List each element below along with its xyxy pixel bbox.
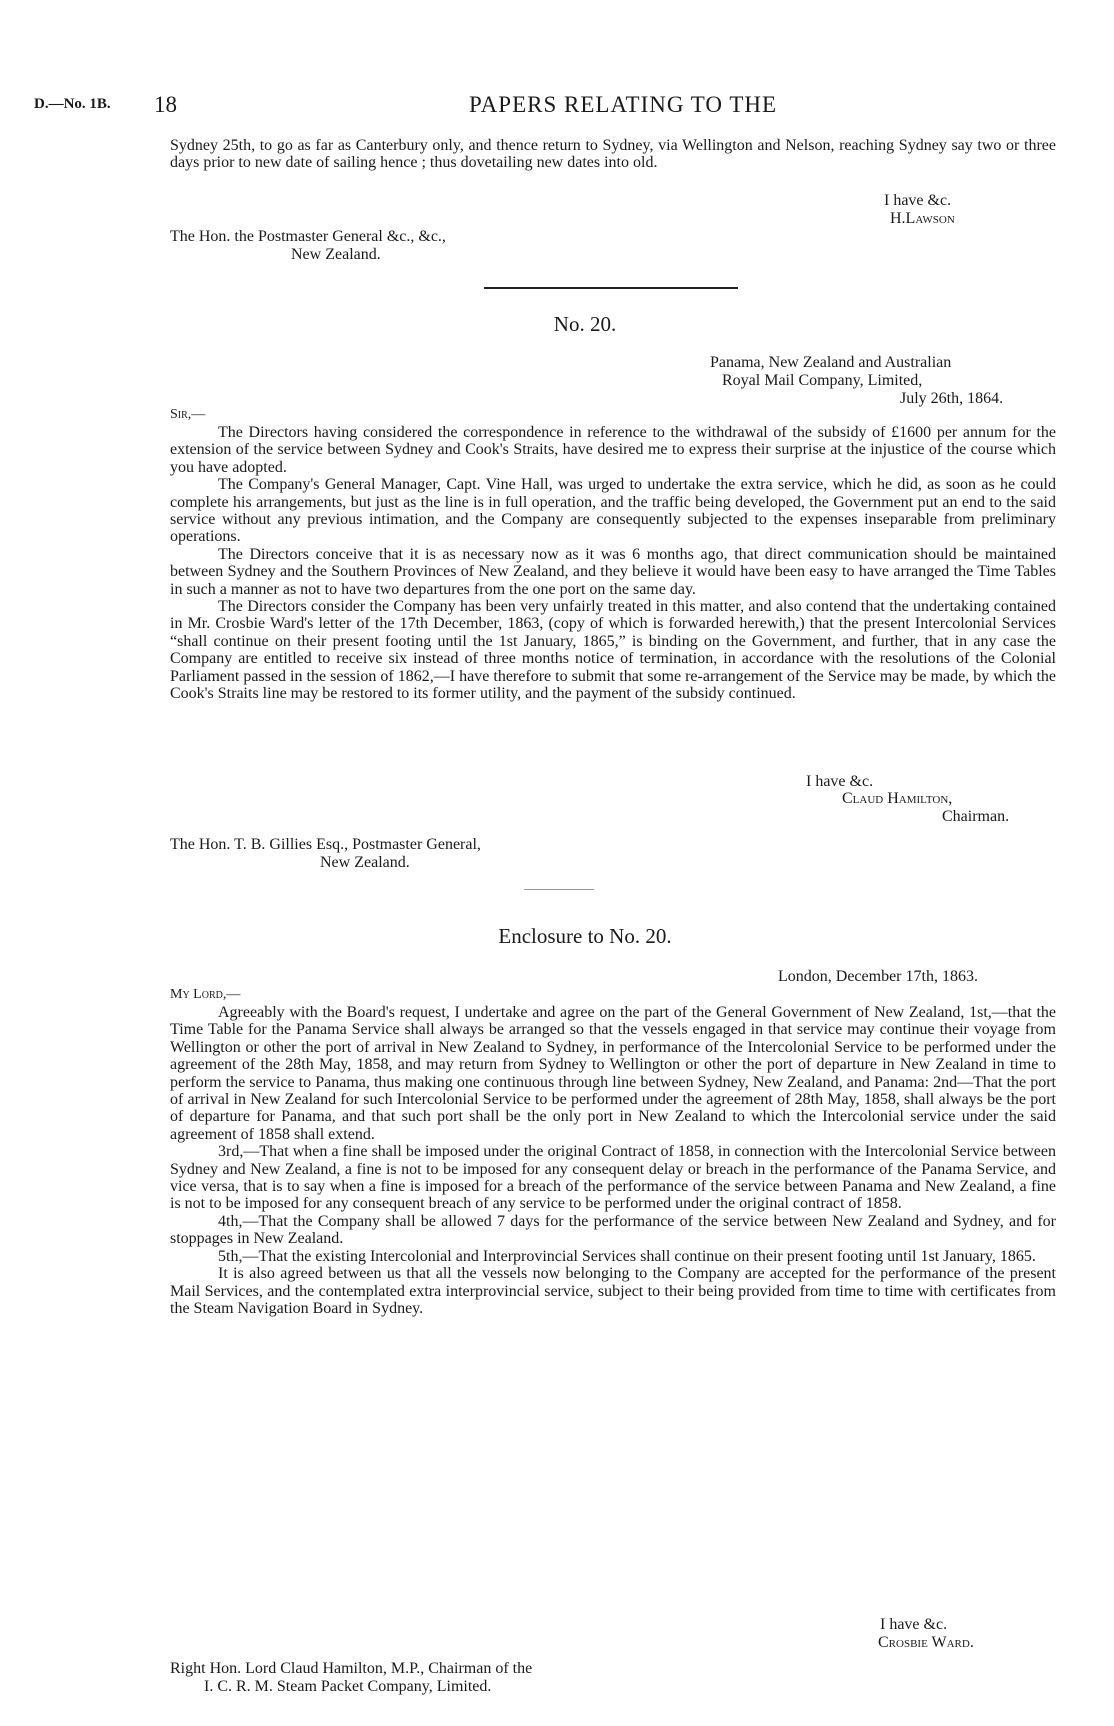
enclosure-paragraph-5: It is also agreed between us that all the vessels now belonging to the Company are accepted for the performance of the present Mail Services, and the contemplated extra interprovincial service, subject to their being provided from time to time with certificates from the Steam Navigation Board in Sydney. bbox=[170, 1265, 1056, 1317]
no20-addressee-line2: New Zealand. bbox=[320, 854, 410, 871]
no20-sender-line2: Royal Mail Company, Limited, bbox=[722, 372, 923, 389]
no20-sender-line1: Panama, New Zealand and Australian bbox=[710, 354, 952, 371]
top-letter-paragraph: Sydney 25th, to go as far as Canterbury only, and thence return to Sydney, via Wellington and Nelson, reaching Sydney say two or three days prior to new date of sailing hence ; thus dovetailing new dates into old. bbox=[170, 137, 1056, 172]
enclosure-date: London, December 17th, 1863. bbox=[778, 968, 978, 985]
enclosure-paragraph-2: 3rd,—That when a fine shall be imposed under the original Contract of 1858, in connection with the Intercolonial Service between Sydney and New Zealand, a fine is not to be imposed for any consequent delay or breach in the performance of the Panama Service, and vice versa, that is to say when a fine is imposed for a breach of the performance of the service between Panama and New Zealand, a fine is not to be imposed for any consequent breach of any service to be performed under the original contract of 1858. bbox=[170, 1143, 1056, 1213]
top-letter-addressee-line1: The Hon. the Postmaster General &c., &c., bbox=[170, 228, 446, 245]
top-letter-closing: I have &c. bbox=[884, 192, 952, 209]
top-letter-body bbox=[170, 137, 1056, 172]
enclosure-addressee-line2: I. C. R. M. Steam Packet Company, Limited. bbox=[204, 1678, 492, 1695]
no20-date: July 26th, 1864. bbox=[900, 390, 1004, 407]
faint-divider bbox=[524, 889, 594, 890]
enclosure-salutation: My Lord,— bbox=[170, 987, 241, 1002]
no20-heading: No. 20. bbox=[553, 312, 617, 336]
paper-reference: D.—No. 1B. bbox=[34, 96, 111, 112]
enclosure-signature: Crosbie Ward. bbox=[878, 1634, 974, 1651]
enclosure-paragraph-3: 4th,—That the Company shall be allowed 7 days for the performance of the service between New Zealand and Sydney, and for stoppages in New Zealand. bbox=[170, 1212, 1056, 1248]
no20-paragraph-1: The Directors having considered the correspondence in reference to the withdrawal of the subsidy of £1600 per annum for the extension of the service between Sydney and Cook's Straits, have desired me to express their surprise at the injustice of the course which you have adopted. bbox=[170, 424, 1056, 476]
enclosure-paragraph-1: Agreeably with the Board's request, I undertake and agree on the part of the General Government of New Zealand, 1st,—that the Time Table for the Panama Service shall always be arranged so that the vessels engaged in that service may continue their voyage from Wellington or other the port of arrival in New Zealand to Sydney, in performance of the Intercolonial Service to be performed under the agreement of the 28th May, 1858, and may return from Sydney to Wellington or other the port of departure in New Zealand in time to perform the service to Panama, thus making one continuous through line between Sydney, New Zealand, and Panama: 2nd—That the port of arrival in New Zealand for such Intercolonial Service to be performed under the agreement of 28th May, 1858, shall always be the port of departure for Panama, and that such port shall be the only port in New Zealand to which the Intercolonial service under the said agreement of 1858 shall extend. bbox=[170, 1004, 1056, 1143]
page-number: 18 bbox=[154, 92, 177, 117]
no20-signature-title: Chairman. bbox=[942, 808, 1010, 825]
no20-addressee-line1: The Hon. T. B. Gillies Esq., Postmaster General, bbox=[170, 836, 481, 853]
no20-body bbox=[170, 424, 1056, 703]
no20-signature: Claud Hamilton, bbox=[842, 790, 953, 807]
enclosure-closing: I have &c. bbox=[880, 1616, 948, 1633]
enclosure-heading: Enclosure to No. 20. bbox=[498, 924, 672, 948]
no20-paragraph-2: The Company's General Manager, Capt. Vine Hall, was urged to undertake the extra service, which he did, as soon as he could complete his arrangements, but just as the line is in full operation, and the traffic being developed, the Government put an end to the said service without any previous intimation, and the Company are consequently subjected to the expenses inseparable from preliminary operations. bbox=[170, 476, 1056, 546]
top-letter-addressee-line2: New Zealand. bbox=[291, 246, 381, 263]
enclosure-paragraph-4: 5th,—That the existing Intercolonial and Interprovincial Services shall continue on their present footing until 1st January, 1865. bbox=[218, 1247, 1036, 1265]
top-letter-signature: H.Lawson bbox=[890, 210, 955, 227]
no20-closing: I have &c. bbox=[806, 773, 874, 790]
no20-paragraph-4: The Directors consider the Company has been very unfairly treated in this matter, and also contend that the undertaking contained in Mr. Crosbie Ward's letter of the 17th December, 1863, (copy of which is forwarded herewith,) that the present Intercolonial Services “shall continue on their present footing until the 1st January, 1865,” is binding on the Government, and further, that in any case the Company are entitled to receive six instead of three months notice of termination, in accordance with the resolutions of the Colonial Parliament passed in the session of 1862,—I have therefore to submit that some re-arrangement of the Service may be made, by which the Cook's Straits line may be restored to its former utility, and the payment of the subsidy continued. bbox=[170, 598, 1056, 703]
running-head bbox=[34, 92, 1054, 122]
enclosure-body bbox=[170, 1004, 1056, 1317]
enclosure-addressee-line1: Right Hon. Lord Claud Hamilton, M.P., Chairman of the bbox=[170, 1660, 533, 1677]
no20-salutation: Sir,— bbox=[170, 407, 206, 422]
section-divider bbox=[484, 287, 738, 289]
running-title: PAPERS RELATING TO THE bbox=[469, 92, 778, 117]
no20-paragraph-3: The Directors conceive that it is as necessary now as it was 6 months ago, that direct communication should be maintained between Sydney and the Southern Provinces of New Zealand, and they believe it would have been easy to have arranged the Time Tables in such a manner as not to have two departures from the one port on the same day. bbox=[170, 545, 1056, 598]
